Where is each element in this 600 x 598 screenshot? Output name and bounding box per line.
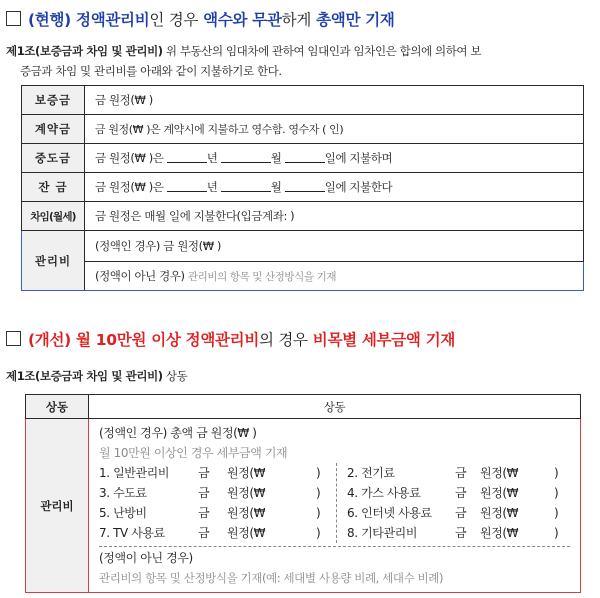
item-row[interactable] [347, 483, 558, 503]
item-won: 원정(₩ [480, 466, 519, 480]
itemized-list [99, 463, 580, 543]
item-name: 7. TV 사용료 [99, 526, 165, 540]
section1-title-total: 총액만 기재 [316, 11, 395, 29]
checkbox-icon [6, 331, 21, 346]
item-row[interactable] [347, 503, 558, 523]
item-close: ) [316, 466, 321, 480]
article-text-line2: 증금과 차임 및 관리비를 아래와 같이 지불하기로 한다. [20, 64, 282, 78]
balance-month: 월 [270, 180, 282, 194]
section2-article [6, 366, 187, 386]
section1-prefix: (현행) [28, 11, 71, 29]
section2-title-text: 의 경우 [259, 331, 308, 349]
label-management-fee: 관리비 [22, 231, 85, 291]
item-close: ) [316, 526, 321, 540]
item-unit: 금 [198, 506, 210, 520]
section1-table [21, 85, 584, 291]
article-text: 상동 [165, 369, 188, 383]
item-close: ) [316, 506, 321, 520]
interim-day: 일에 지불하며 [324, 151, 393, 165]
item-won: 원정(₩ [480, 526, 519, 540]
items-left-column [99, 463, 337, 543]
interim-month: 월 [270, 151, 282, 165]
mgmt-detail-cell [89, 419, 581, 593]
item-close: ) [316, 486, 321, 500]
article-text: 위 부동산의 임대차에 관하여 임대인과 임차인은 합의에 의하여 보 [165, 44, 482, 58]
item-won: 원정(₩ [227, 526, 266, 540]
fixed-total-text: (정액인 경우) 총액 금 원정(₩ ) [99, 426, 257, 440]
item-won: 원정(₩ [480, 506, 519, 520]
balance-amount: 금 원정(₩ )은 [95, 180, 164, 194]
label-rent: 차임(월세) [22, 202, 85, 231]
section1-title-text: 인 경우 [149, 11, 199, 29]
section1-title-fixed-fee: 정액관리비 [76, 11, 150, 29]
mgmt-nonfixed-field[interactable] [85, 262, 584, 291]
item-name: 2. 전기료 [347, 466, 395, 480]
item-unit: 금 [198, 526, 210, 540]
checkbox-icon [6, 11, 21, 26]
item-row[interactable] [99, 463, 336, 483]
items-right-column [337, 463, 558, 543]
item-row[interactable] [99, 483, 336, 503]
deposit-field[interactable]: 금 원정(₩ ) [85, 86, 584, 115]
nonfixed-block[interactable] [99, 546, 570, 588]
interim-amount: 금 원정(₩ )은 [95, 151, 164, 165]
item-name: 6. 인터넷 사용료 [347, 506, 432, 520]
header-left: 상동 [26, 395, 89, 419]
item-won: 원정(₩ [227, 486, 266, 500]
label-balance: 잔 금 [22, 173, 85, 202]
article-title: 제1조(보증금과 차임 및 관리비) [6, 44, 163, 58]
item-name: 5. 난방비 [99, 506, 147, 520]
section2-table [25, 394, 581, 593]
item-unit: 금 [455, 506, 467, 520]
item-name: 4. 가스 사용료 [347, 486, 421, 500]
item-unit: 금 [455, 486, 467, 500]
item-won: 원정(₩ [227, 466, 266, 480]
mgmt-nonfixed-hint: 관리비의 항목 및 산정방식을 기재 [187, 271, 337, 283]
section2-prefix: (개선) [28, 331, 71, 349]
section1-heading [6, 8, 395, 30]
label-deposit: 보증금 [22, 86, 85, 115]
label-down-payment: 계약금 [22, 115, 85, 144]
nonfixed-label: (정액이 아닌 경우) [99, 551, 193, 565]
item-won: 원정(₩ [227, 506, 266, 520]
item-name: 3. 수도료 [99, 486, 147, 500]
balance-field[interactable] [85, 173, 584, 202]
section2-heading [6, 328, 455, 350]
down-payment-field[interactable]: 금 원정(₩ )은 계약시에 지불하고 영수함. 영수자 ( 인) [85, 115, 584, 144]
item-unit: 금 [455, 466, 467, 480]
article-title: 제1조(보증금과 차임 및 관리비) [6, 369, 163, 383]
label-management-fee: 관리비 [26, 419, 89, 593]
item-won: 원정(₩ [480, 486, 519, 500]
item-row[interactable] [347, 523, 558, 543]
section1-title-amount: 액수와 무관 [203, 11, 282, 29]
item-row[interactable] [347, 463, 558, 483]
item-name: 1. 일반관리비 [99, 466, 170, 480]
item-unit: 금 [198, 466, 210, 480]
item-unit: 금 [198, 486, 210, 500]
header-right: 상동 [89, 395, 581, 419]
item-row[interactable] [99, 523, 336, 543]
item-close: ) [554, 466, 559, 480]
item-close: ) [554, 526, 559, 540]
item-row[interactable] [99, 503, 336, 523]
fixed-hint: 월 10만원 이상인 경우 세부금액 기재 [99, 446, 288, 460]
balance-day: 일에 지불한다 [324, 180, 393, 194]
item-close: ) [554, 506, 559, 520]
mgmt-nonfixed-label: (정액이 아닌 경우) [95, 269, 185, 283]
item-close: ) [554, 486, 559, 500]
section1-title-text2: 하게 [281, 11, 311, 29]
section2-title-itemized: 비목별 세부금액 기재 [312, 331, 456, 349]
item-unit: 금 [455, 526, 467, 540]
rent-field[interactable]: 금 원정은 매월 일에 지불한다(입금계좌: ) [85, 202, 584, 231]
nonfixed-hint: 관리비의 항목 및 산정방식을 기재(예: 세대별 사용량 비례, 세대수 비례) [99, 571, 444, 585]
section2-title-threshold: 월 10만원 이상 정액관리비 [76, 331, 260, 349]
balance-year: 년 [206, 180, 218, 194]
fixed-total-line[interactable] [99, 423, 580, 443]
interim-payment-field[interactable] [85, 144, 584, 173]
section1-article [6, 41, 596, 81]
label-interim-payment: 중도금 [22, 144, 85, 173]
interim-year: 년 [206, 151, 218, 165]
mgmt-fixed-field[interactable]: (정액인 경우) 금 원정(₩ ) [85, 231, 584, 262]
item-name: 8. 기타관리비 [347, 526, 418, 540]
